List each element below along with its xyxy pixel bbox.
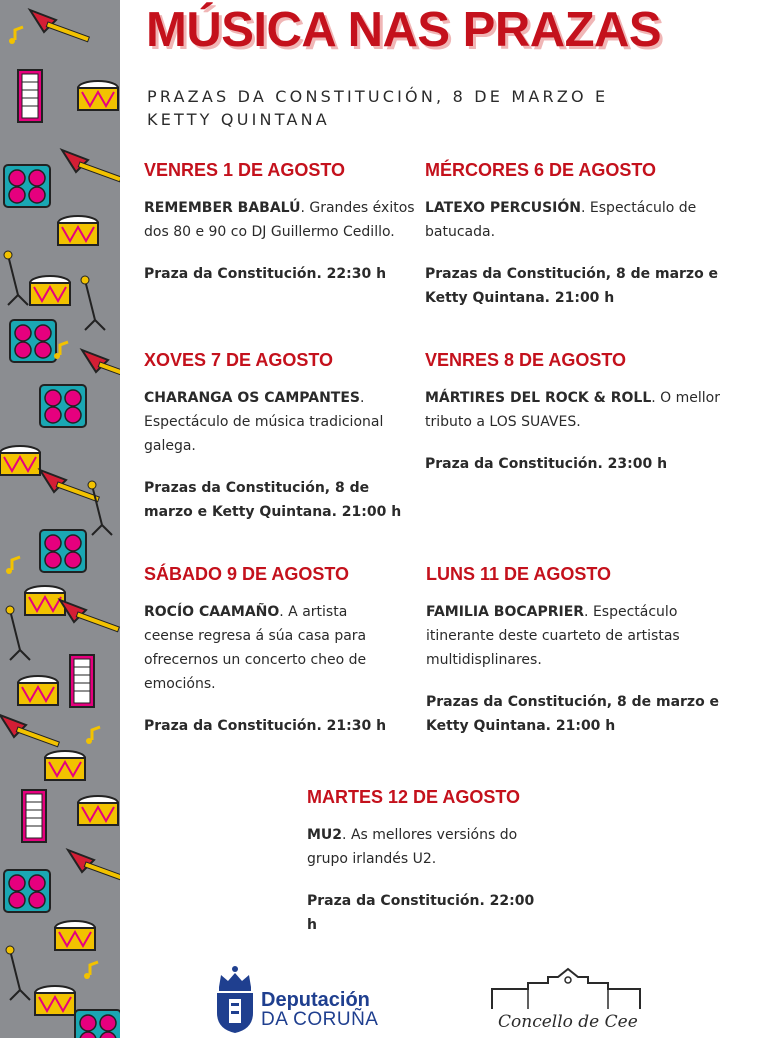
event-item bbox=[426, 564, 726, 738]
event-artist: ROCÍO CAAMAÑO bbox=[144, 604, 280, 620]
event-description bbox=[144, 196, 419, 244]
decorative-instrument-pattern bbox=[0, 0, 120, 1038]
event-date: LUNS 11 DE AGOSTO bbox=[426, 564, 612, 584]
instrument-pattern-icon bbox=[0, 0, 120, 1038]
event-desc-text: . Grandes éxitos dos 80 e 90 co DJ Guillermo Cedillo. bbox=[144, 200, 415, 240]
event-artist: CHARANGA OS CAMPANTES bbox=[144, 390, 360, 406]
event-place-time: Prazas da Constitución, 8 de marzo e Ketty Quintana. 21:00 h bbox=[144, 480, 402, 520]
event-artist: MU2 bbox=[307, 827, 343, 843]
event-desc-text: . Espectáculo de música tradicional galega. bbox=[144, 390, 384, 454]
event-description bbox=[144, 600, 394, 696]
crown-shield-icon bbox=[213, 965, 257, 1033]
event-desc-text: . A artista ceense regresa á súa casa para ofrecernos un concerto cheo de emocións. bbox=[144, 604, 367, 692]
event-desc-text: . As mellores versións do grupo irlandés U2. bbox=[307, 827, 518, 867]
event-date: SÁBADO 9 DE AGOSTO bbox=[144, 564, 350, 584]
event-description bbox=[307, 823, 547, 871]
concello-cee-logo bbox=[488, 965, 648, 1035]
event-artist: MÁRTIRES DEL ROCK & ROLL bbox=[425, 390, 652, 406]
deputacion-region: DA CORUÑA bbox=[261, 1009, 379, 1030]
deputacion-name: Deputación bbox=[261, 989, 370, 1011]
event-artist: REMEMBER BABALÚ bbox=[144, 200, 301, 216]
event-item bbox=[425, 350, 725, 476]
concello-name: Concello de Cee bbox=[498, 1012, 638, 1032]
event-item bbox=[144, 160, 419, 286]
event-description bbox=[425, 196, 725, 244]
event-description bbox=[426, 600, 726, 672]
event-item bbox=[425, 160, 725, 310]
event-place-time: Prazas da Constitución, 8 de marzo e Ketty Quintana. 21:00 h bbox=[425, 266, 719, 306]
event-item bbox=[307, 787, 547, 937]
event-desc-text: . Espectáculo de batucada. bbox=[425, 200, 697, 240]
event-place-time: Praza da Constitución. 22:00 h bbox=[307, 893, 535, 933]
event-place-time: Prazas da Constitución, 8 de marzo e Ketty Quintana. 21:00 h bbox=[426, 694, 720, 734]
event-place-time: Praza da Constitución. 22:30 h bbox=[144, 266, 387, 282]
venue-subtitle: PRAZAS DA CONSTITUCIÓN, 8 DE MARZO E KETTY QUINTANA bbox=[147, 87, 609, 129]
event-artist: LATEXO PERCUSIÓN bbox=[425, 200, 582, 216]
event-date: VENRES 1 DE AGOSTO bbox=[144, 160, 346, 180]
event-date: MARTES 12 DE AGOSTO bbox=[307, 787, 521, 807]
building-outline-icon bbox=[488, 965, 648, 1011]
event-item bbox=[144, 564, 394, 738]
page-title: MÚSICA NAS PRAZAS bbox=[146, 3, 662, 57]
event-item bbox=[144, 350, 404, 524]
event-date: MÉRCORES 6 DE AGOSTO bbox=[425, 160, 657, 180]
event-artist: FAMILIA BOCAPRIER bbox=[426, 604, 585, 620]
event-description bbox=[425, 386, 725, 434]
event-desc-text: . O mellor tributo a LOS SUAVES. bbox=[425, 390, 720, 430]
event-place-time: Praza da Constitución. 21:30 h bbox=[144, 718, 387, 734]
event-date: VENRES 8 DE AGOSTO bbox=[425, 350, 627, 370]
event-date: XOVES 7 DE AGOSTO bbox=[144, 350, 334, 370]
deputacion-logo bbox=[213, 965, 383, 1035]
event-description bbox=[144, 386, 404, 458]
event-place-time: Praza da Constitución. 23:00 h bbox=[425, 456, 668, 472]
event-desc-text: . Espectáculo itinerante deste cuarteto de artistas multidisplinares. bbox=[426, 604, 680, 668]
